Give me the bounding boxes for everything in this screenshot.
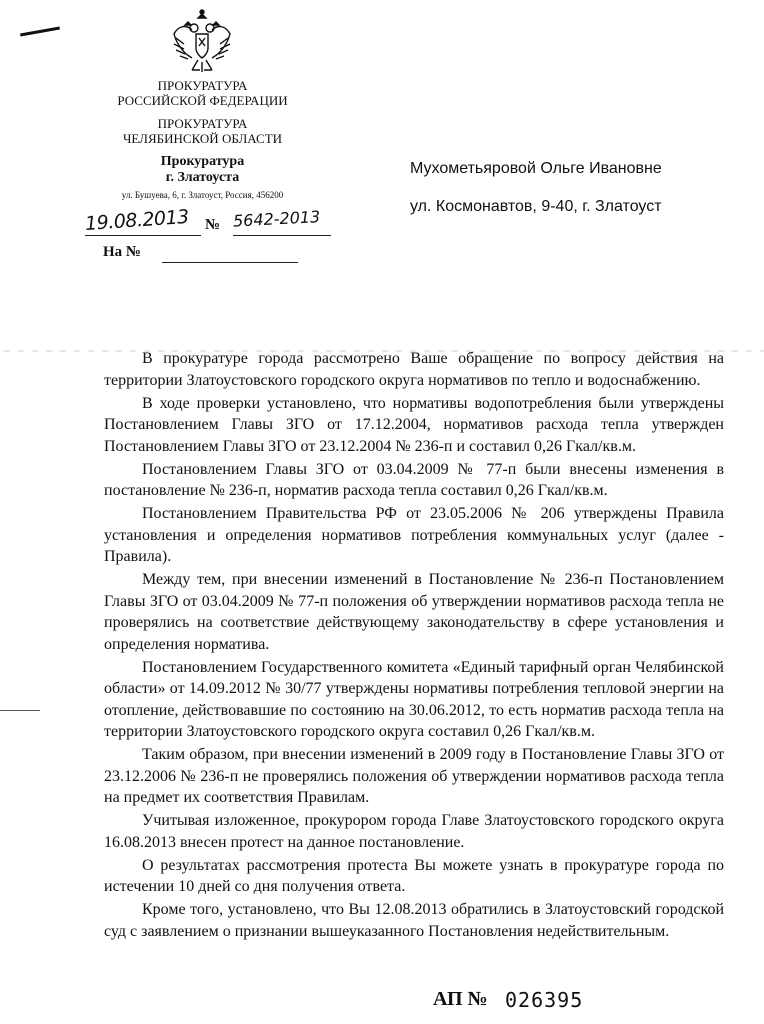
body-paragraph: Учитывая изложенное, прокурором города Главе Златоустовского городского округа 16.08.2013 внесен протест на данное постановление. xyxy=(104,812,724,851)
date-underline xyxy=(85,235,201,236)
outgoing-reference xyxy=(84,205,335,237)
number-label: № xyxy=(205,217,221,233)
body-paragraph: О результатах рассмотрения протеста Вы можете узнать в прокуратуре города по истечении 10 дней со дня получения ответа. xyxy=(104,856,724,895)
org-name-line: ЧЕЛЯБИНСКОЙ ОБЛАСТИ xyxy=(122,131,283,146)
russian-coat-of-arms-icon xyxy=(170,8,234,78)
body-paragraph: Постановлением Правительства РФ от 23.05.2006 № 206 утверждены Правила установления и определения нормативов потребления коммунальных услуг (далее - Правила). xyxy=(104,505,724,565)
body-paragraph: Кроме того, установлено, что Вы 12.08.2013 обратились в Златоустовский городской суд с заявлением о признании вышеуказанного Постановления недействительным. xyxy=(104,901,724,940)
body-paragraph: Постановлением Государственного комитета «Единый тарифный орган Челябинской области» от 14.09.2012 № 30/77 утверждены нормативы потребления тепловой энергии на отопление, действовавшие по состоянию на 30.06.2012, то есть норматив расхода тепла на территории Златоустовского городского округа составил 0,26 Гкал/кв.м. xyxy=(104,658,724,740)
body-paragraph: В ходе проверки установлено, что нормативы водопотребления были утверждены Постановлением Главы ЗГО от 17.12.2004, нормативов расхода тепла утвержден Постановлением Главы ЗГО от 23.12.2004 № 236-п и составил 0,26 Гкал/кв.м. xyxy=(104,394,724,455)
org-name-line: ПРОКУРАТУРА xyxy=(157,116,248,131)
body-paragraph: Между тем, при внесении изменений в Постановление № 236-п Постановлением Главы ЗГО от 03.04.2009 № 77-п положения об утверждении нормативов расхода тепла не проверялись на соответствие действующему законодательству в сфере установления и определения норматива. xyxy=(104,571,724,653)
recipient-block xyxy=(410,150,750,226)
letter-number: 5642-2013 xyxy=(232,207,321,231)
scan-mark xyxy=(20,27,60,37)
incoming-reference-underline xyxy=(162,262,298,263)
form-series-label: АП № xyxy=(433,988,488,1010)
scan-edge-mark xyxy=(0,710,40,711)
recipient-name: Мухометьяровой Ольге Ивановне xyxy=(410,160,662,177)
letter-date: 19.08.2013 xyxy=(84,205,190,236)
recipient-address: ул. Космонавтов, 9-40, г. Златоуст xyxy=(410,198,662,215)
form-serial-number: 026395 xyxy=(505,988,584,1012)
number-underline xyxy=(233,235,331,236)
letter-body xyxy=(104,348,724,944)
org-name-line: РОССИЙСКОЙ ФЕДЕРАЦИИ xyxy=(117,93,288,108)
org-name-line: г. Златоуста xyxy=(165,170,240,185)
org-name-line: Прокуратура xyxy=(160,154,245,169)
org-address: ул. Бушуева, 6, г. Златоуст, Россия, 456200 xyxy=(121,190,284,200)
org-name-line: ПРОКУРАТУРА xyxy=(157,78,248,93)
body-paragraph: В прокуратуре города рассмотрено Ваше обращение по вопросу действия на территории Златоустовского городского округа нормативов по тепло и водоснабжению. xyxy=(104,350,724,389)
incoming-reference-label: На № xyxy=(103,244,141,260)
letterhead xyxy=(80,78,325,202)
body-paragraph: Таким образом, при внесении изменений в 2009 году в Постановление Главы ЗГО от 23.12.2006 № 236-п не проверялись положения об утверждении нормативов расхода тепла на предмет их соответствия Правилам. xyxy=(104,746,724,806)
body-paragraph: Постановлением Главы ЗГО от 03.04.2009 № 77-п были внесены изменения в постановление № 236-п, норматив расхода тепла составил 0,26 Гкал/кв.м. xyxy=(104,460,724,499)
